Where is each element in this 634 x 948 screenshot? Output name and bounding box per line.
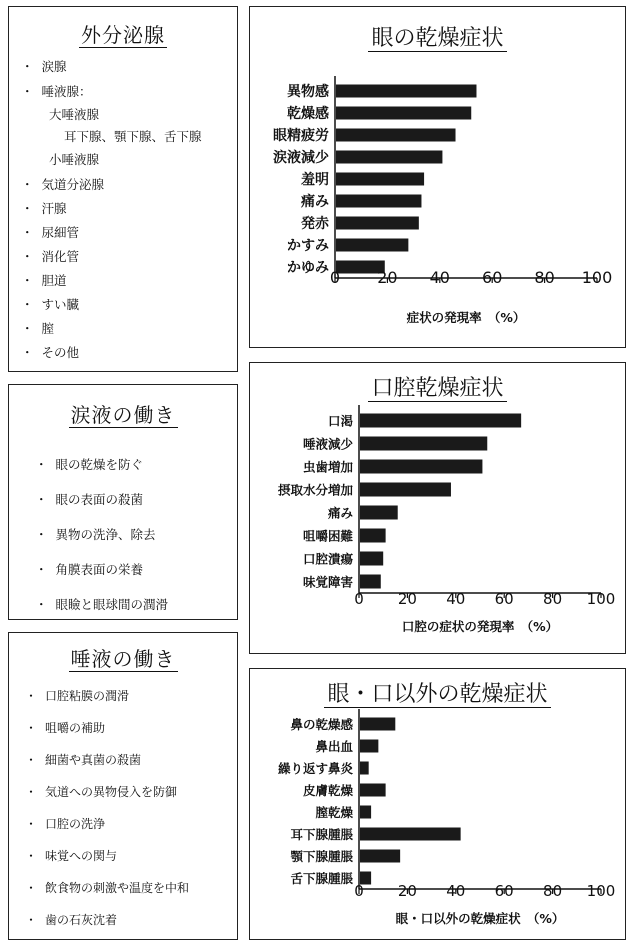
bar <box>336 129 456 142</box>
category-label: 唾液減少 <box>302 436 353 452</box>
bar <box>360 552 383 566</box>
bar <box>336 195 421 208</box>
category-label: 眼精疲労 <box>273 128 329 144</box>
category-label: 鼻の乾燥感 <box>290 717 353 732</box>
list-item-label: 膣 <box>41 321 55 336</box>
bullet: ・ <box>35 597 48 612</box>
category-label: かすみ <box>287 238 329 254</box>
bar <box>360 762 369 775</box>
tick-label: 80 <box>534 268 555 287</box>
list-item-label: 眼の表面の殺菌 <box>55 492 144 507</box>
category-label: 咀嚼困難 <box>302 528 353 544</box>
list-item-label: 口腔粘膜の潤滑 <box>45 689 130 703</box>
bar <box>360 718 395 731</box>
list-item-label: 味覚への関与 <box>45 849 118 863</box>
category-label: 発赤 <box>301 216 329 232</box>
tick-label: 40 <box>446 882 466 900</box>
chart-title: 眼・口以外の乾燥症状 <box>250 677 625 708</box>
bar <box>336 239 408 252</box>
bullet: ・ <box>35 562 48 577</box>
list-item-label: 眼の乾燥を防ぐ <box>55 457 144 472</box>
category-label: 口渇 <box>327 413 353 429</box>
category-label: 味覚障害 <box>302 574 353 590</box>
tick-label: 100 <box>581 268 613 287</box>
bar <box>360 483 451 497</box>
list-item-label: 消化管 <box>41 249 80 264</box>
bullet: ・ <box>25 913 38 927</box>
tick-label: 40 <box>429 268 450 287</box>
bar <box>360 414 521 428</box>
list-item-label: 耳下腺、顎下腺、舌下腺 <box>64 129 202 144</box>
tears-title: 涙液の働き <box>70 403 176 427</box>
bullet: ・ <box>25 785 38 799</box>
x-axis-label: 眼・口以外の乾燥症状 （%） <box>395 911 565 926</box>
list-item-label: 咀嚼の補助 <box>45 721 106 735</box>
bullet: ・ <box>25 689 38 703</box>
bar <box>336 151 442 164</box>
list-item-label: その他 <box>41 345 80 360</box>
tick-label: 60 <box>494 882 514 900</box>
category-label: 耳下腺腫脹 <box>290 827 353 842</box>
bullet: ・ <box>25 753 38 767</box>
bar <box>336 173 424 186</box>
list-item-label: 気道への異物侵入を防御 <box>45 785 178 799</box>
tick-label: 80 <box>543 590 563 608</box>
tick-label: 0 <box>354 882 364 900</box>
bullet: ・ <box>21 201 34 216</box>
bullet: ・ <box>25 817 38 831</box>
list-item-label: 気道分泌腺 <box>41 177 105 192</box>
category-label: 摂取水分増加 <box>277 482 353 498</box>
bar <box>360 740 378 753</box>
list-item-label: 胆道 <box>41 273 67 288</box>
bar <box>360 460 482 474</box>
tick-label: 100 <box>586 882 616 900</box>
bar <box>360 806 371 819</box>
list-item-label: 尿細管 <box>41 225 80 240</box>
category-label: 膣乾燥 <box>315 805 353 820</box>
bullet: ・ <box>21 249 34 264</box>
bar <box>360 437 487 451</box>
tick-label: 0 <box>329 268 341 287</box>
list-item-label: 口腔の洗浄 <box>45 817 106 831</box>
bar <box>360 575 381 589</box>
category-label: 虫歯増加 <box>302 459 353 475</box>
tick-label: 80 <box>543 882 563 900</box>
chart-title: 口腔乾燥症状 <box>250 371 625 402</box>
category-label: 繰り返す鼻炎 <box>277 761 353 776</box>
bullet: ・ <box>25 849 38 863</box>
tick-label: 100 <box>586 590 616 608</box>
bar <box>360 784 386 797</box>
bullet: ・ <box>35 457 48 472</box>
tick-label: 20 <box>397 590 417 608</box>
bullet: ・ <box>21 345 34 360</box>
category-label: 痛み <box>301 194 329 210</box>
list-item-label: 細菌や真菌の殺菌 <box>45 753 142 767</box>
category-label: 皮膚乾燥 <box>302 783 353 798</box>
bullet: ・ <box>21 321 34 336</box>
list-item-label: 小唾液腺 <box>49 152 100 167</box>
list-item-label: 唾液腺： <box>41 84 92 99</box>
list-item-label: 角膜表面の栄養 <box>55 562 144 577</box>
bullet: ・ <box>25 881 38 895</box>
bullet: ・ <box>21 84 34 99</box>
bar <box>360 506 398 520</box>
list-item-label: 飲食物の刺激や温度を中和 <box>45 881 190 895</box>
exocrine-title: 外分泌腺 <box>81 23 165 47</box>
list-item-label: 異物の洗浄、除去 <box>55 527 156 542</box>
list-item-label: 歯の石灰沈着 <box>45 913 118 927</box>
tick-label: 20 <box>377 268 398 287</box>
list-item-label: 涙腺 <box>41 59 67 74</box>
bar <box>360 828 461 841</box>
tick-label: 60 <box>494 590 514 608</box>
bar <box>336 217 419 230</box>
bullet: ・ <box>21 297 34 312</box>
bar <box>360 529 386 543</box>
tick-label: 40 <box>446 590 466 608</box>
category-label: 羞明 <box>301 172 329 188</box>
saliva-title: 唾液の働き <box>70 647 176 671</box>
bar <box>336 107 471 120</box>
list-item-label: 眼瞼と眼球間の潤滑 <box>55 597 169 612</box>
category-label: 鼻出血 <box>315 739 353 754</box>
tick-label: 0 <box>354 590 364 608</box>
bullet: ・ <box>21 59 34 74</box>
list-item-label: 大唾液腺 <box>49 107 100 122</box>
bullet: ・ <box>35 492 48 507</box>
category-label: 涙液減少 <box>273 150 329 166</box>
category-label: 乾燥感 <box>287 106 329 122</box>
bullet: ・ <box>25 721 38 735</box>
bullet: ・ <box>21 225 34 240</box>
category-label: 口腔潰瘍 <box>302 551 353 567</box>
bullet: ・ <box>35 527 48 542</box>
x-axis-label: 口腔の症状の発現率 （%） <box>401 619 559 634</box>
category-label: 異物感 <box>287 84 329 100</box>
category-label: 顎下腺腫脹 <box>290 849 353 864</box>
chart-title: 眼の乾燥症状 <box>250 21 625 52</box>
list-item-label: 汗腺 <box>41 201 67 216</box>
bullet: ・ <box>21 273 34 288</box>
list-item-label: すい臓 <box>41 297 80 312</box>
bar <box>360 850 400 863</box>
tick-label: 20 <box>397 882 417 900</box>
x-axis-label: 症状の発現率 （%） <box>406 310 526 325</box>
category-label: 舌下腺腫脹 <box>290 871 353 886</box>
category-label: 痛み <box>327 505 353 521</box>
category-label: かゆみ <box>287 260 329 276</box>
tick-label: 60 <box>482 268 503 287</box>
bullet: ・ <box>21 177 34 192</box>
bar <box>336 85 476 98</box>
